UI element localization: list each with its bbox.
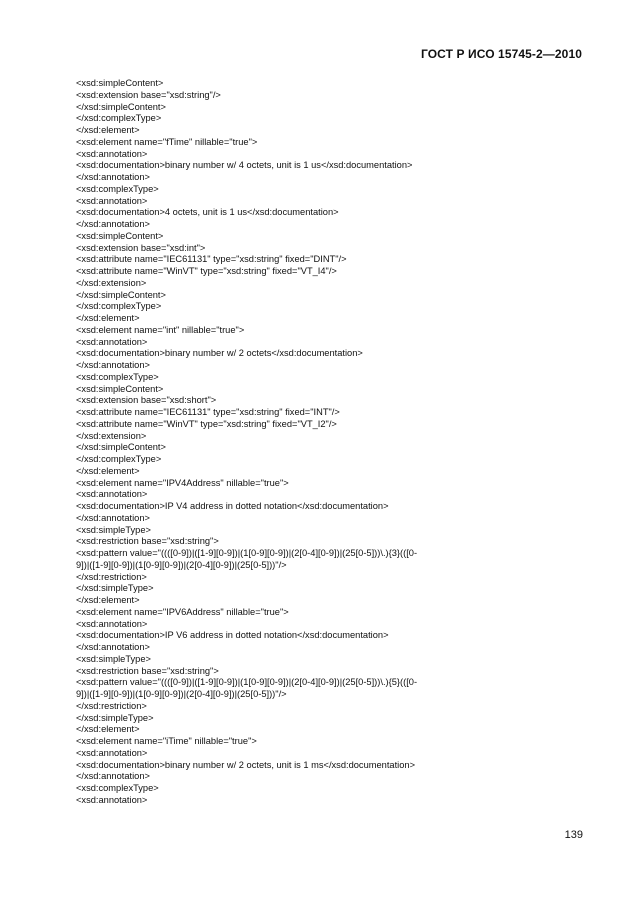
code-line: <xsd:simpleContent> [76,383,164,394]
code-line: <xsd:documentation>binary number w/ 2 octets</xsd:documentation> [76,348,363,359]
code-line: <xsd:annotation> [76,148,148,159]
code-line: <xsd:documentation>IP V6 address in dotted notation</xsd:documentation> [76,630,389,641]
code-line: <xsd:restriction base="xsd:string"> [76,536,219,547]
code-line: <xsd:simpleType> [76,524,151,535]
code-line: <xsd:attribute name="WinVT" type="xsd:string" fixed="VT_I4"/> [76,266,337,276]
code-line: </xsd:element> [76,595,140,605]
code-line: </xsd:annotation> [76,219,150,229]
code-line: <xsd:annotation> [76,618,148,629]
code-line: <xsd:pattern value="((([0-9])|([1-9][0-9])|(1[0-9][0-9])|(2[0-4][0-9])|(25[0-5]))\.){5}(([0- [76,677,418,688]
code-line: </xsd:annotation> [76,360,150,370]
code-line: </xsd:simpleContent> [76,289,166,300]
code-line: </xsd:element> [76,125,140,135]
code-line: <xsd:restriction base="xsd:string"> [76,665,219,676]
code-line: </xsd:simpleContent> [76,442,166,453]
code-line: </xsd:extension> [76,430,147,441]
code-line: </xsd:annotation> [76,642,150,652]
code-line: </xsd:simpleContent> [76,101,166,112]
code-line: <xsd:element name="IPV6Address" nillable="true"> [76,606,289,617]
code-line: </xsd:element> [76,724,140,735]
code-line: </xsd:element> [76,313,140,323]
code-line: <xsd:annotation> [76,747,148,758]
code-line: <xsd:annotation> [76,489,148,500]
code-line: <xsd:annotation> [76,195,148,206]
code-line: <xsd:documentation>4 octets, unit is 1 us</xsd:documentation> [76,207,339,218]
code-line: <xsd:extension base="xsd:string"/> [76,89,221,100]
code-line: <xsd:documentation>IP V4 address in dotted notation</xsd:documentation> [76,501,389,511]
code-line: <xsd:extension base="xsd:int"> [76,242,206,253]
code-line: <xsd:documentation>binary number w/ 2 octets, unit is 1 ms</xsd:documentation> [76,759,416,770]
code-line: <xsd:complexType> [76,371,159,382]
code-line: </xsd:restriction> [76,700,147,711]
code-line: </xsd:extension> [76,277,147,288]
code-line: 9])|([1-9][0-9])|(1[0-9][0-9])|(2[0-4][0-9])|(25[0-5]))"/> [76,689,287,699]
code-line: <xsd:simpleContent> [76,78,164,88]
code-line: 9])|([1-9][0-9])|(1[0-9][0-9])|(2[0-4][0-9])|(25[0-5]))"/> [76,559,287,570]
code-line: <xsd:attribute name="WinVT" type="xsd:string" fixed="VT_I2"/> [76,418,337,429]
code-line: </xsd:complexType> [76,454,162,464]
document-header: ГОСТ Р ИСО 15745-2—2010 [420,47,582,61]
code-line: <xsd:pattern value="((([0-9])|([1-9][0-9])|(1[0-9][0-9])|(2[0-4][0-9])|(25[0-5]))\.){3}(([0- [76,548,418,558]
page-number: 139 [564,829,583,841]
code-line: </xsd:annotation> [76,512,150,523]
code-line: </xsd:complexType> [76,113,162,124]
code-line: <xsd:complexType> [76,783,159,793]
code-line: <xsd:annotation> [76,336,148,347]
code-line: <xsd:complexType> [76,183,159,194]
code-line: </xsd:element> [76,465,140,476]
code-line: </xsd:restriction> [76,571,147,582]
code-line: </xsd:annotation> [76,771,150,782]
code-line: <xsd:element name="int" nillable="true"> [76,324,245,335]
code-line: </xsd:simpleType> [76,583,154,594]
code-line: <xsd:element name="fTime" nillable="true"> [76,136,258,147]
xml-code-listing [76,78,576,807]
code-line: <xsd:simpleType> [76,653,151,664]
code-line: <xsd:annotation> [76,794,148,805]
code-line: </xsd:annotation> [76,172,150,182]
code-line: <xsd:attribute name="IEC61131" type="xsd:string" fixed="INT"/> [76,407,340,417]
code-line: <xsd:simpleContent> [76,230,164,241]
code-line: <xsd:element name="IPV4Address" nillable="true"> [76,477,289,488]
code-line: </xsd:simpleType> [76,712,154,723]
code-line: <xsd:attribute name="IEC61131" type="xsd:string" fixed="DINT"/> [76,254,347,265]
code-line: <xsd:extension base="xsd:short"> [76,395,217,406]
code-line: <xsd:element name="iTime" nillable="true"> [76,736,257,746]
code-line: </xsd:complexType> [76,301,162,312]
code-line: <xsd:documentation>binary number w/ 4 octets, unit is 1 us</xsd:documentation> [76,160,413,171]
